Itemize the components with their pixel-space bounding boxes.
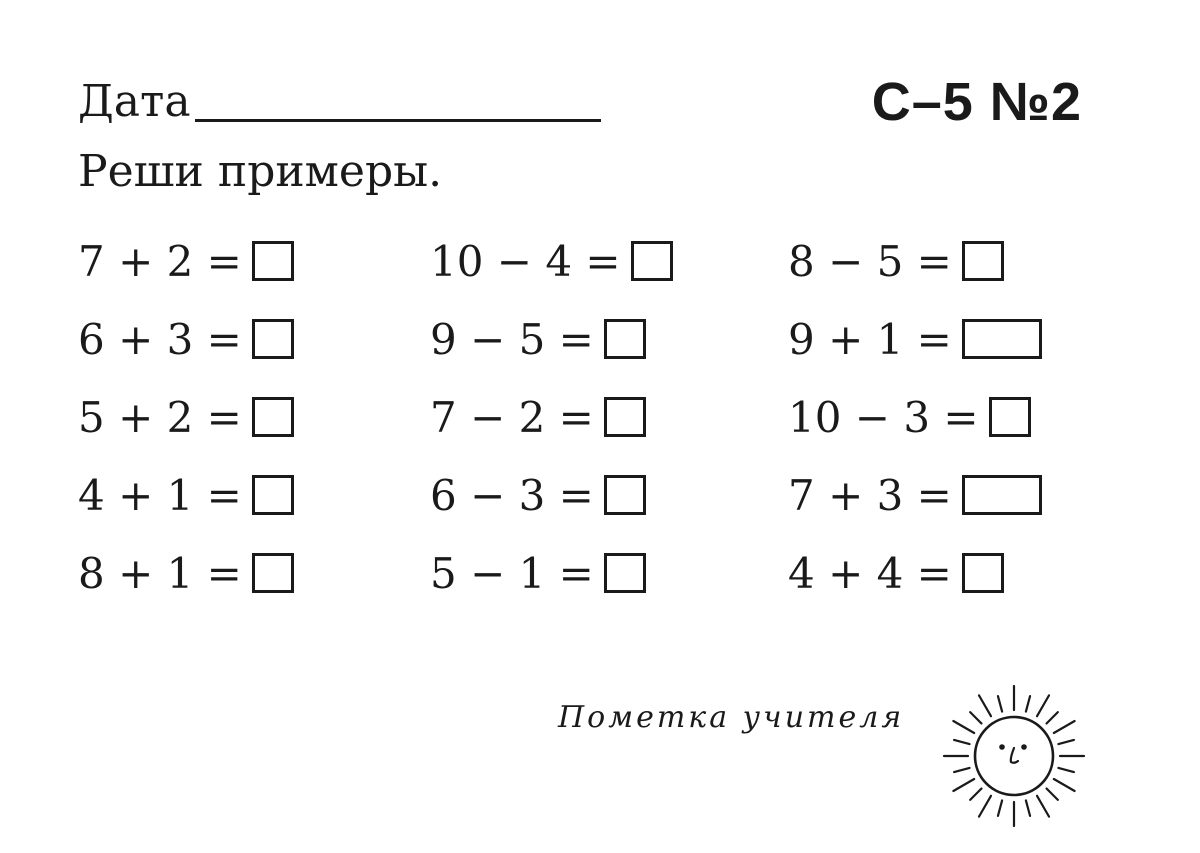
problem-expression: 10 − 4 = [430, 236, 621, 286]
problem-row [78, 300, 294, 378]
smiling-sun-icon [940, 682, 1088, 834]
problem-expression: 7 + 3 = [788, 470, 952, 520]
problem-expression: 4 + 1 = [78, 470, 242, 520]
answer-box[interactable] [252, 241, 294, 281]
answer-box[interactable] [962, 553, 1004, 593]
problem-row [78, 222, 294, 300]
problem-expression: 8 − 5 = [788, 236, 952, 286]
problem-expression: 5 − 1 = [430, 548, 594, 598]
problem-row [78, 456, 294, 534]
date-label: Дата [78, 76, 191, 127]
answer-box[interactable] [631, 241, 673, 281]
date-input-line[interactable] [195, 75, 601, 122]
problem-expression: 10 − 3 = [788, 392, 979, 442]
answer-box[interactable] [252, 319, 294, 359]
answer-box[interactable] [252, 475, 294, 515]
problem-row [430, 456, 673, 534]
answer-box-wide[interactable] [962, 475, 1042, 515]
problem-expression: 4 + 4 = [788, 548, 952, 598]
answer-box[interactable] [989, 397, 1031, 437]
problem-expression: 5 + 2 = [78, 392, 242, 442]
problem-expression: 9 − 5 = [430, 314, 594, 364]
worksheet-code: С–5 №2 [871, 72, 1082, 132]
problem-row [78, 534, 294, 612]
answer-box[interactable] [252, 397, 294, 437]
problem-row [78, 378, 294, 456]
teacher-note-label: Пометка учителя [558, 700, 905, 735]
answer-box[interactable] [604, 397, 646, 437]
problem-column-2 [430, 222, 673, 612]
problem-expression: 6 + 3 = [78, 314, 242, 364]
problem-expression: 7 + 2 = [78, 236, 242, 286]
problem-row [430, 222, 673, 300]
problem-row [788, 456, 1042, 534]
problem-expression: 7 − 2 = [430, 392, 594, 442]
problem-expression: 8 + 1 = [78, 548, 242, 598]
problem-row [430, 534, 673, 612]
problem-expression: 6 − 3 = [430, 470, 594, 520]
answer-box[interactable] [604, 475, 646, 515]
answer-box[interactable] [962, 241, 1004, 281]
problem-row [788, 222, 1042, 300]
date-field [78, 74, 601, 130]
problem-column-3 [788, 222, 1042, 612]
problem-row [788, 378, 1042, 456]
problem-row [430, 378, 673, 456]
answer-box[interactable] [604, 553, 646, 593]
problem-expression: 9 + 1 = [788, 314, 952, 364]
answer-box-wide[interactable] [962, 319, 1042, 359]
answer-box[interactable] [604, 319, 646, 359]
problem-row [788, 300, 1042, 378]
problem-row [788, 534, 1042, 612]
problem-column-1 [78, 222, 294, 612]
instruction-text: Реши примеры. [78, 146, 443, 197]
answer-box[interactable] [252, 553, 294, 593]
problem-row [430, 300, 673, 378]
